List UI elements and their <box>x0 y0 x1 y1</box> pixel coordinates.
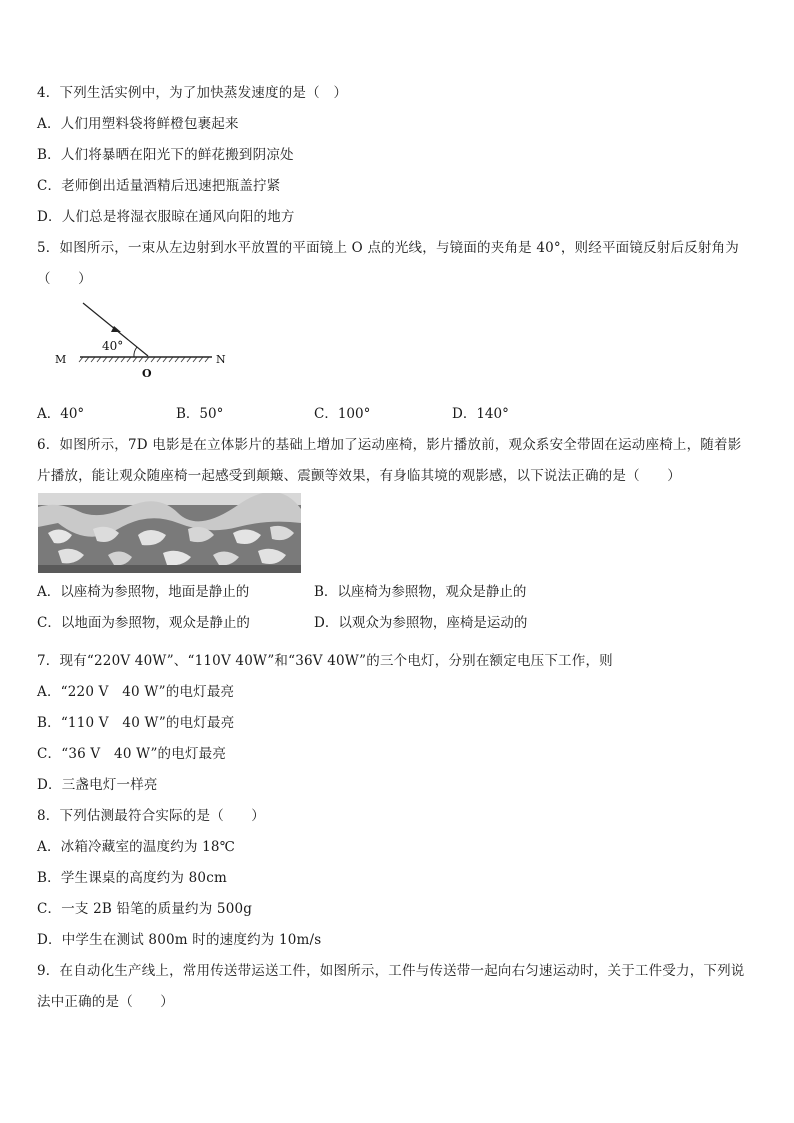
q4-option-c: C．老师倒出适量酒精后迅速把瓶盖拧紧 <box>37 178 281 194</box>
point-label-o: O <box>142 367 152 380</box>
q9-stem-line2: 法中正确的是（ ） <box>37 994 174 1010</box>
q6-stem-line2: 片播放，能让观众随座椅一起感受到颠簸、震颤等效果，有身临其境的观影感，以下说法正确的是（ ） <box>37 468 681 484</box>
q4-option-d: D．人们总是将湿衣服晾在通风向阳的地方 <box>37 209 295 225</box>
q5-stem-line2: （ ） <box>37 271 92 287</box>
q6-option-d: D．以观众为参照物，座椅是运动的 <box>314 615 528 631</box>
q5-option-c: C．100° <box>314 406 371 422</box>
q4-option-b: B．人们将暴晒在阳光下的鲜花搬到阴凉处 <box>37 147 294 163</box>
q6-option-c: C．以地面为参照物，观众是静止的 <box>37 615 250 631</box>
angle-label: 40° <box>102 339 124 353</box>
q8-option-b: B．学生课桌的高度约为 80cm <box>37 870 227 886</box>
q4-option-a: A．人们用塑料袋将鲜橙包裹起来 <box>37 116 239 132</box>
mirror-label-m: M <box>55 353 67 366</box>
q5-option-d: D．140° <box>452 406 509 422</box>
q5-option-b: B．50° <box>176 406 224 422</box>
q7-option-d: D．三盏电灯一样亮 <box>37 777 158 793</box>
q5-option-a: A．40° <box>37 406 85 422</box>
q6-cinema-photo <box>38 493 301 573</box>
q8-stem: 8．下列估测最符合实际的是（ ） <box>37 808 265 824</box>
q7-option-a: A．“220 V 40 W”的电灯最亮 <box>37 684 235 700</box>
q6-stem-line1: 6．如图所示，7D 电影是在立体影片的基础上增加了运动座椅，影片播放前，观众系安全带固在运动座椅上，随着影 <box>37 437 742 453</box>
q8-option-c: C．一支 2B 铅笔的质量约为 500g <box>37 901 253 917</box>
mirror-label-n: N <box>216 353 226 366</box>
q8-option-d: D．中学生在测试 800m 时的速度约为 10m/s <box>37 932 322 948</box>
q7-option-b: B．“110 V 40 W”的电灯最亮 <box>37 715 235 731</box>
q9-stem-line1: 9．在自动化生产线上，常用传送带运送工件，如图所示，工件与传送带一起向右匀速运动时，关于工件受力，下列说 <box>37 963 745 979</box>
q5-stem-line1: 5．如图所示，一束从左边射到水平放置的平面镜上 O 点的光线，与镜面的夹角是 40°，则经平面镜反射后反射角为 <box>37 240 739 256</box>
q6-option-a: A．以座椅为参照物，地面是静止的 <box>37 584 250 600</box>
q5-mirror-diagram <box>50 295 240 380</box>
q8-option-a: A．冰箱冷藏室的温度约为 18℃ <box>37 839 236 855</box>
q6-option-b: B．以座椅为参照物，观众是静止的 <box>314 584 527 600</box>
q7-stem: 7．现有“220V 40W”、“110V 40W”和“36V 40W”的三个电灯，分别在额定电压下工作，则 <box>37 653 613 669</box>
q4-stem: 4．下列生活实例中，为了加快蒸发速度的是（ ） <box>37 85 348 101</box>
q7-option-c: C．“36 V 40 W”的电灯最亮 <box>37 746 227 762</box>
